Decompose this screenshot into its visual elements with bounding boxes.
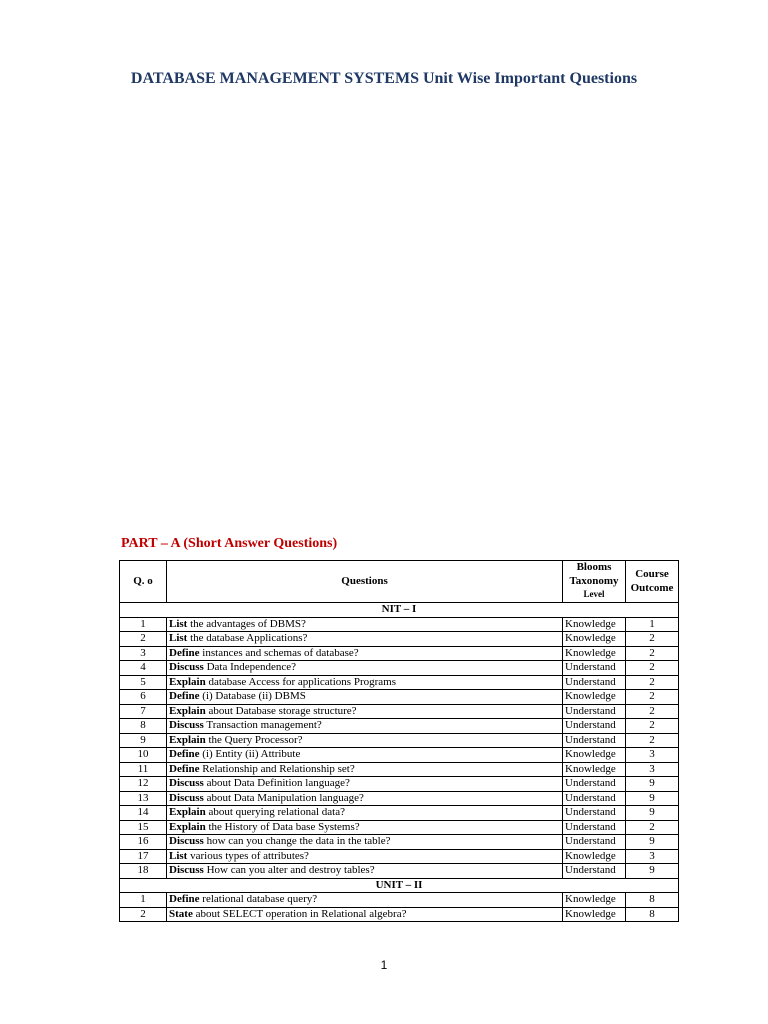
question-number: 9 bbox=[120, 733, 167, 748]
table-row bbox=[120, 704, 679, 719]
question-cell bbox=[167, 704, 563, 719]
table-row bbox=[120, 748, 679, 763]
question-text: Data Independence? bbox=[203, 661, 297, 673]
header-course-line1: Course bbox=[635, 568, 669, 580]
table-row bbox=[120, 632, 679, 647]
question-keyword: Explain bbox=[169, 675, 206, 688]
question-number: 4 bbox=[120, 661, 167, 676]
question-text: the advantages of DBMS? bbox=[187, 617, 306, 630]
part-heading: PART – A (Short Answer Questions) bbox=[121, 536, 338, 551]
course-outcome: 2 bbox=[626, 675, 679, 690]
course-outcome: 1 bbox=[626, 617, 679, 632]
course-outcome: 9 bbox=[626, 791, 679, 806]
blooms-level: Understand bbox=[563, 835, 626, 850]
header-course-line2: Outcome bbox=[630, 581, 674, 594]
table-row bbox=[120, 806, 679, 821]
unit-header-row bbox=[120, 603, 679, 618]
unit-title: NIT – I bbox=[120, 603, 679, 618]
question-keyword: Explain bbox=[169, 806, 206, 818]
course-outcome: 2 bbox=[626, 646, 679, 661]
header-blooms-line3: Level bbox=[583, 589, 605, 600]
question-text: the History of Data base Systems? bbox=[205, 820, 360, 833]
question-keyword: Define bbox=[169, 748, 200, 760]
course-outcome: 2 bbox=[626, 632, 679, 647]
unit-header-row bbox=[120, 878, 679, 893]
page-number: 1 bbox=[380, 958, 388, 972]
question-cell bbox=[167, 864, 563, 879]
question-cell bbox=[167, 835, 563, 850]
question-number: 18 bbox=[120, 864, 167, 879]
question-keyword: Define bbox=[169, 762, 200, 775]
table-row bbox=[120, 690, 679, 705]
course-outcome: 9 bbox=[626, 864, 679, 879]
table-row bbox=[120, 733, 679, 748]
question-cell bbox=[167, 791, 563, 806]
blooms-level: Knowledge bbox=[563, 646, 626, 661]
table-row bbox=[120, 762, 679, 777]
table-row bbox=[120, 646, 679, 661]
course-outcome: 2 bbox=[626, 820, 679, 835]
question-cell bbox=[167, 661, 563, 676]
blooms-level: Understand bbox=[563, 661, 626, 676]
blooms-level: Knowledge bbox=[563, 762, 626, 777]
question-keyword: List bbox=[169, 849, 188, 862]
question-cell bbox=[167, 777, 563, 792]
blooms-level: Knowledge bbox=[563, 907, 626, 922]
blooms-level: Understand bbox=[563, 675, 626, 690]
header-blooms-line2: Taxonomy bbox=[569, 574, 619, 587]
question-text: instances and schemas of database? bbox=[199, 646, 359, 659]
blooms-level: Understand bbox=[563, 791, 626, 806]
table-row bbox=[120, 661, 679, 676]
question-cell bbox=[167, 617, 563, 632]
course-outcome: 8 bbox=[626, 907, 679, 922]
table-body bbox=[120, 603, 679, 922]
question-keyword: Discuss bbox=[169, 719, 204, 731]
blooms-level: Knowledge bbox=[563, 617, 626, 632]
table-row bbox=[120, 864, 679, 879]
question-number: 17 bbox=[120, 849, 167, 864]
question-number: 11 bbox=[120, 762, 167, 777]
course-outcome: 2 bbox=[626, 661, 679, 676]
question-text: (i) Entity (ii) Attribute bbox=[199, 748, 301, 760]
question-number: 12 bbox=[120, 777, 167, 792]
blooms-level: Knowledge bbox=[563, 632, 626, 647]
question-keyword: Explain bbox=[169, 704, 206, 717]
question-keyword: Discuss bbox=[169, 791, 204, 804]
blooms-level: Understand bbox=[563, 719, 626, 734]
question-cell bbox=[167, 733, 563, 748]
header-blooms bbox=[563, 561, 626, 603]
question-text: relational database query? bbox=[199, 893, 318, 905]
course-outcome: 9 bbox=[626, 806, 679, 821]
course-outcome: 9 bbox=[626, 777, 679, 792]
question-keyword: State bbox=[169, 907, 193, 920]
table-row bbox=[120, 907, 679, 922]
question-text: various types of attributes? bbox=[187, 849, 309, 862]
question-number: 2 bbox=[120, 632, 167, 647]
table-row bbox=[120, 777, 679, 792]
question-cell bbox=[167, 907, 563, 922]
question-keyword: Define bbox=[169, 646, 200, 659]
question-number: 16 bbox=[120, 835, 167, 850]
document-title: DATABASE MANAGEMENT SYSTEMS Unit Wise Important Questions bbox=[130, 70, 638, 87]
question-number: 15 bbox=[120, 820, 167, 835]
question-number: 7 bbox=[120, 704, 167, 719]
question-cell bbox=[167, 719, 563, 734]
question-keyword: Explain bbox=[169, 820, 206, 833]
question-keyword: Discuss bbox=[169, 835, 204, 847]
question-text: about querying relational data? bbox=[205, 806, 345, 818]
blooms-level: Understand bbox=[563, 704, 626, 719]
question-text: the database Applications? bbox=[187, 632, 308, 644]
blooms-level: Knowledge bbox=[563, 690, 626, 705]
question-keyword: Discuss bbox=[169, 777, 204, 789]
question-text: Transaction management? bbox=[203, 719, 322, 731]
table-row bbox=[120, 893, 679, 908]
question-cell bbox=[167, 646, 563, 661]
table-row bbox=[120, 791, 679, 806]
blooms-level: Knowledge bbox=[563, 893, 626, 908]
table-row bbox=[120, 675, 679, 690]
header-blooms-line1: Blooms bbox=[576, 561, 612, 574]
question-keyword: Define bbox=[169, 690, 200, 702]
question-keyword: Define bbox=[169, 893, 200, 905]
question-text: the Query Processor? bbox=[205, 733, 303, 746]
question-number: 1 bbox=[120, 617, 167, 632]
unit-title: UNIT – II bbox=[120, 878, 679, 893]
blooms-level: Understand bbox=[563, 777, 626, 792]
question-number: 6 bbox=[120, 690, 167, 705]
table-row bbox=[120, 719, 679, 734]
question-cell bbox=[167, 893, 563, 908]
course-outcome: 2 bbox=[626, 719, 679, 734]
course-outcome: 2 bbox=[626, 704, 679, 719]
question-keyword: Discuss bbox=[169, 864, 204, 876]
question-number: 3 bbox=[120, 646, 167, 661]
course-outcome: 3 bbox=[626, 748, 679, 763]
blooms-level: Knowledge bbox=[563, 849, 626, 864]
course-outcome: 3 bbox=[626, 849, 679, 864]
question-cell bbox=[167, 820, 563, 835]
table-row bbox=[120, 835, 679, 850]
question-number: 10 bbox=[120, 748, 167, 763]
question-keyword: List bbox=[169, 632, 188, 644]
question-cell bbox=[167, 806, 563, 821]
question-text: (i) Database (ii) DBMS bbox=[199, 690, 306, 702]
question-cell bbox=[167, 675, 563, 690]
table-row bbox=[120, 849, 679, 864]
questions-table bbox=[119, 560, 679, 922]
question-cell bbox=[167, 690, 563, 705]
table-row bbox=[120, 617, 679, 632]
header-course-outcome bbox=[626, 561, 679, 603]
header-qno: Q. o bbox=[120, 561, 167, 603]
question-text: about Data Definition language? bbox=[203, 777, 350, 789]
question-cell bbox=[167, 762, 563, 777]
question-text: Relationship and Relationship set? bbox=[199, 762, 355, 775]
table-row bbox=[120, 820, 679, 835]
question-text: How can you alter and destroy tables? bbox=[203, 864, 375, 876]
course-outcome: 3 bbox=[626, 762, 679, 777]
question-text: about Data Manipulation language? bbox=[203, 791, 364, 804]
question-number: 13 bbox=[120, 791, 167, 806]
header-questions: Questions bbox=[167, 561, 563, 603]
blooms-level: Understand bbox=[563, 864, 626, 879]
course-outcome: 8 bbox=[626, 893, 679, 908]
question-number: 2 bbox=[120, 907, 167, 922]
question-keyword: List bbox=[169, 617, 188, 630]
question-number: 5 bbox=[120, 675, 167, 690]
question-text: about SELECT operation in Relational algebra? bbox=[192, 907, 407, 920]
blooms-level: Understand bbox=[563, 820, 626, 835]
course-outcome: 2 bbox=[626, 733, 679, 748]
question-number: 8 bbox=[120, 719, 167, 734]
question-keyword: Explain bbox=[169, 733, 206, 746]
blooms-level: Understand bbox=[563, 733, 626, 748]
question-cell bbox=[167, 849, 563, 864]
question-cell bbox=[167, 632, 563, 647]
blooms-level: Understand bbox=[563, 806, 626, 821]
question-text: about Database storage structure? bbox=[205, 704, 357, 717]
blooms-level: Knowledge bbox=[563, 748, 626, 763]
question-text: database Access for applications Programs bbox=[205, 675, 396, 688]
question-cell bbox=[167, 748, 563, 763]
question-keyword: Discuss bbox=[169, 661, 204, 673]
question-number: 14 bbox=[120, 806, 167, 821]
course-outcome: 9 bbox=[626, 835, 679, 850]
table-header-row bbox=[120, 561, 679, 603]
question-text: how can you change the data in the table? bbox=[203, 835, 391, 847]
question-number: 1 bbox=[120, 893, 167, 908]
course-outcome: 2 bbox=[626, 690, 679, 705]
